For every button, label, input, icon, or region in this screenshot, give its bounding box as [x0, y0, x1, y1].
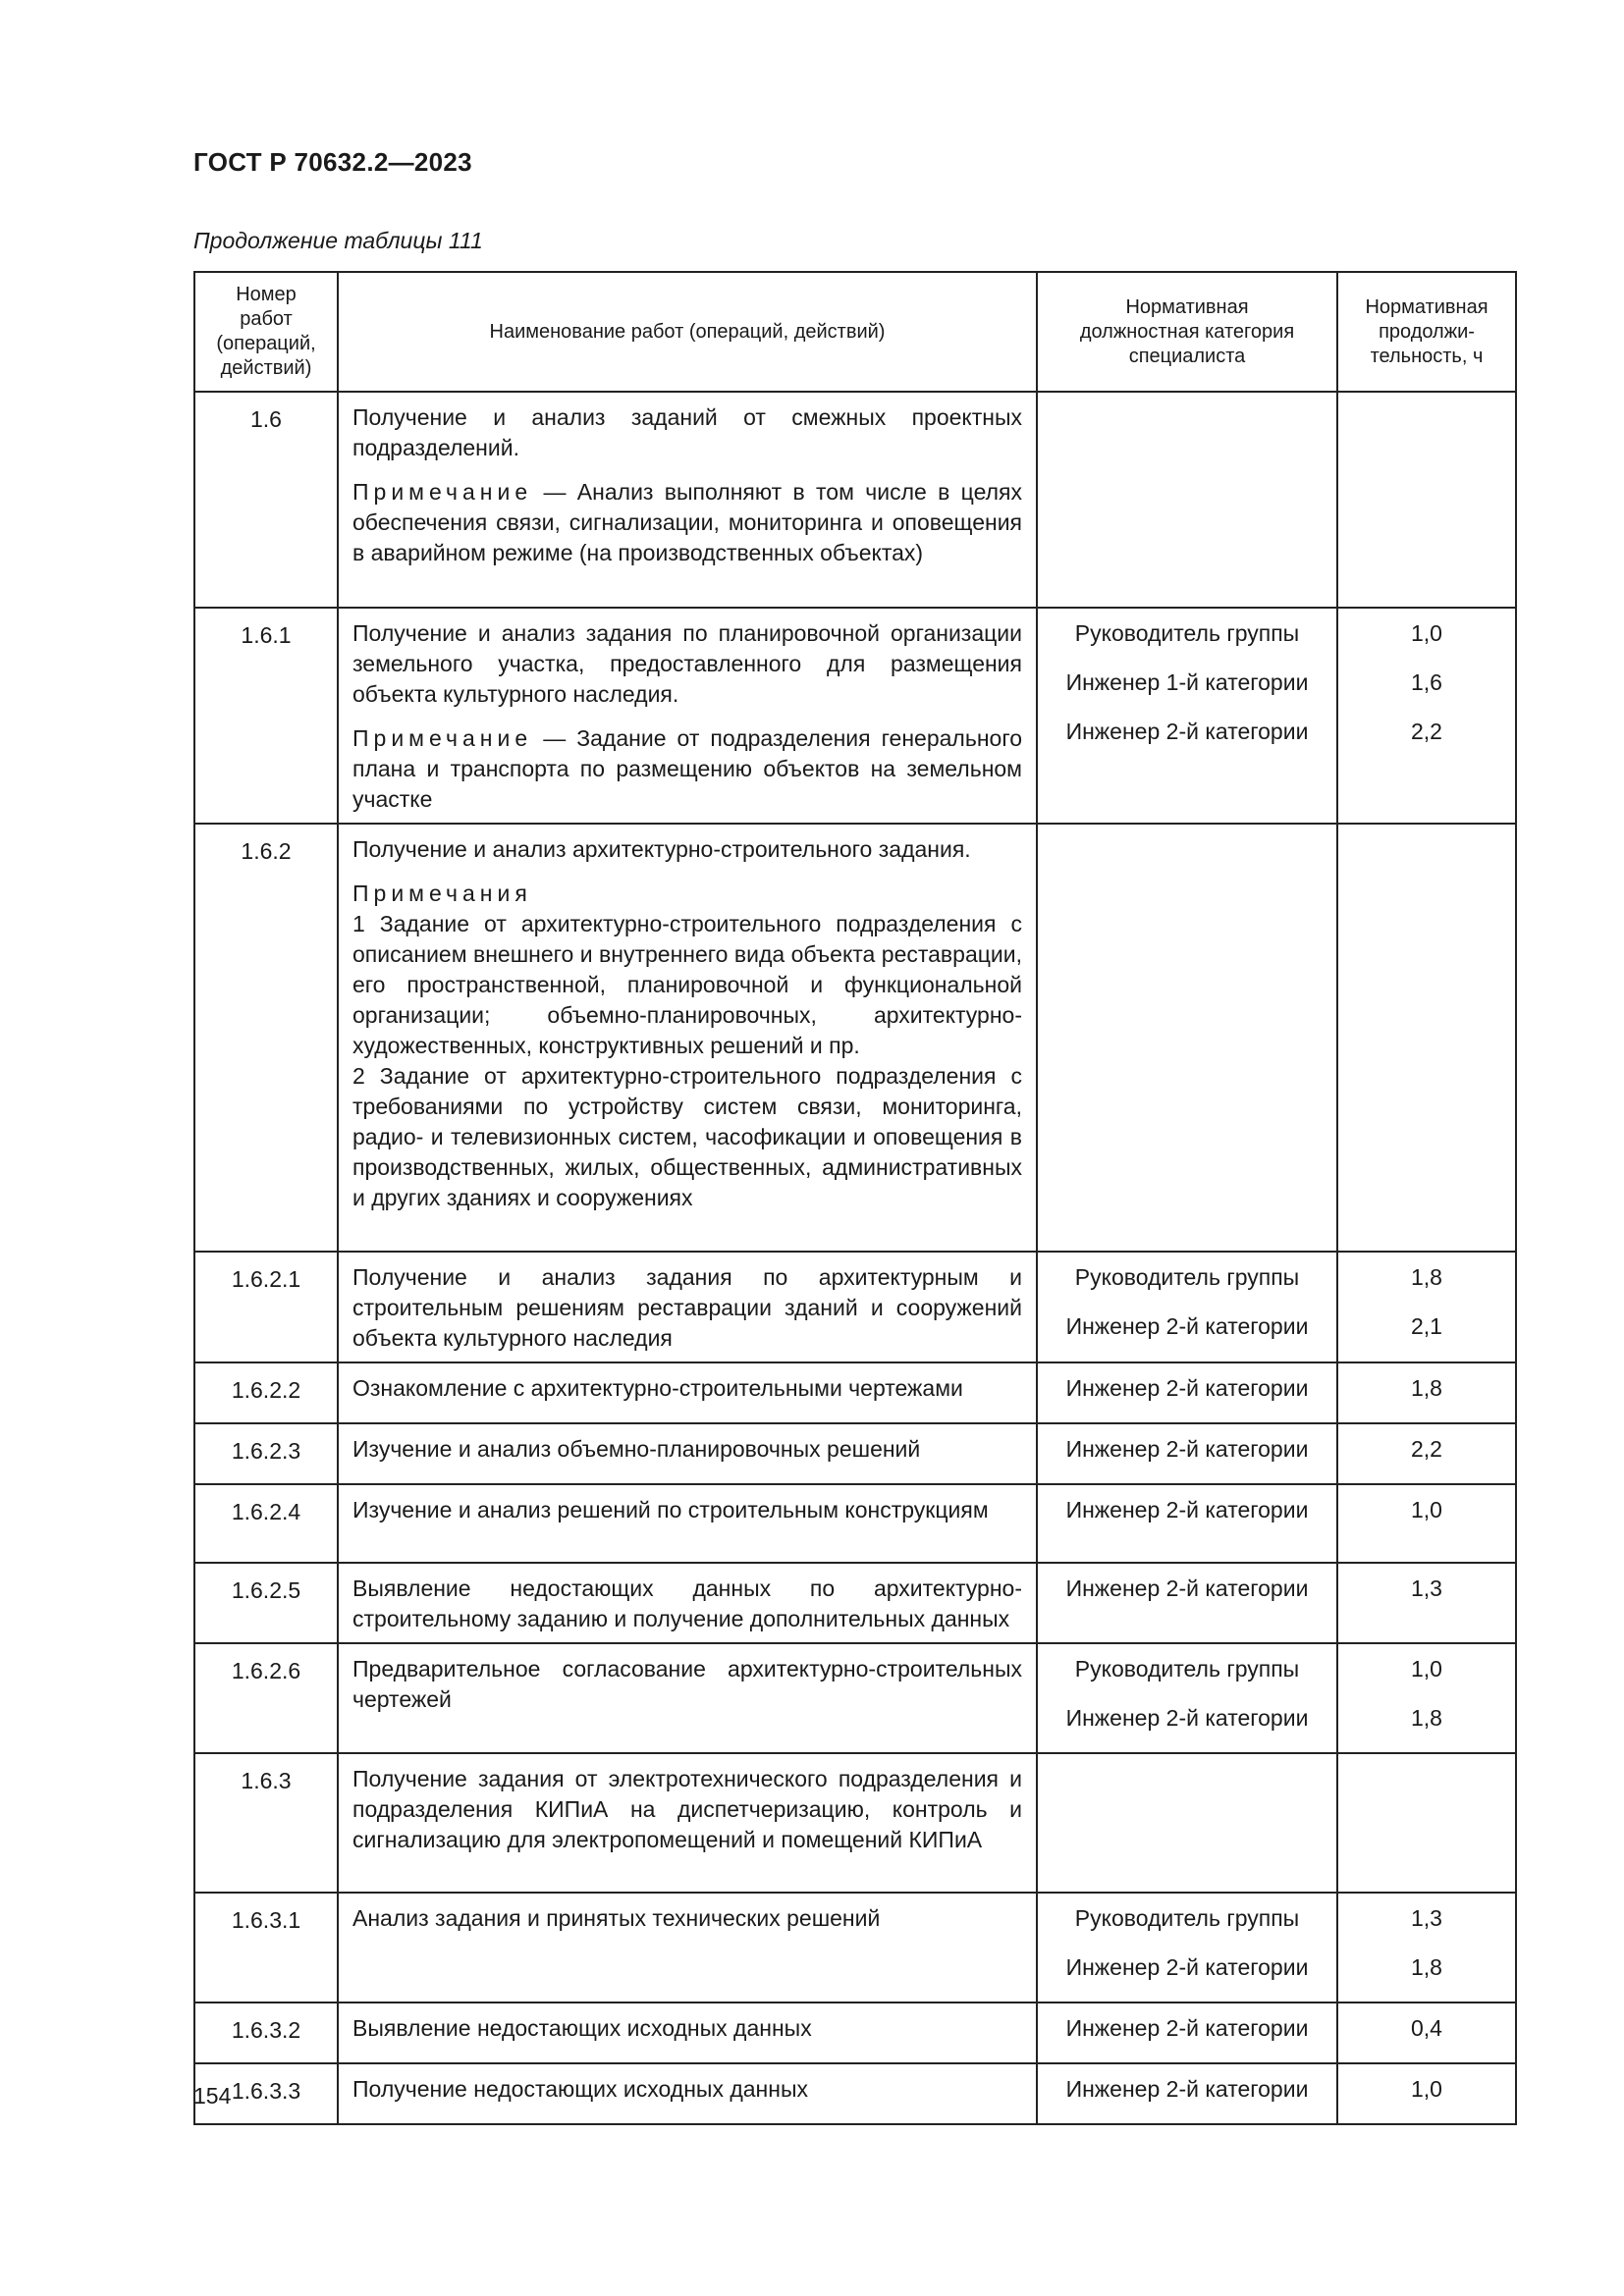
row-category — [1037, 1563, 1337, 1643]
table-row — [194, 1484, 1516, 1563]
duration-value: 1,3 — [1411, 1905, 1442, 1931]
category-value: Инженер 2-й категории — [1065, 2076, 1309, 2102]
work-name-text: Выявление недостающих данных по архитектурно-строительному заданию и получение дополнительных данных — [352, 1575, 1022, 1631]
note-text: 1 Задание от архитектурно-строительного подразделения с описанием внешнего и внутреннего вида объекта реставрации, его пространственной, планировочной и функциональной организации; объемно-планировочных, архитектурно-художественных, конструктивных решений и пр. 2 Задание от архитектурно-строительного подразделения с требованиями по устройству систем связи, мониторинга, радио- и телевизионных систем, часофикации и оповещения в производственных, жилых, общественных, административных и других зданиях и сооружениях — [352, 911, 1022, 1210]
table-row — [194, 824, 1516, 1252]
duration-value: 1,6 — [1411, 669, 1442, 695]
row-work-name — [338, 1423, 1037, 1484]
row-duration — [1337, 1423, 1516, 1484]
category-value: Инженер 2-й категории — [1065, 1705, 1309, 1731]
work-note — [352, 879, 1022, 1213]
row-work-name — [338, 1362, 1037, 1423]
row-duration — [1337, 1563, 1516, 1643]
row-number: 1.6.3.3 — [194, 2063, 338, 2124]
table-row — [194, 1563, 1516, 1643]
row-duration — [1337, 1893, 1516, 2002]
row-category — [1037, 1423, 1337, 1484]
row-duration — [1337, 2063, 1516, 2124]
row-work-name — [338, 1563, 1037, 1643]
work-note — [352, 477, 1022, 568]
duration-value: 1,8 — [1411, 1375, 1442, 1401]
row-number: 1.6.2 — [194, 824, 338, 1252]
row-work-name — [338, 1484, 1037, 1563]
row-duration — [1337, 824, 1516, 1252]
row-number: 1.6.3.2 — [194, 2002, 338, 2063]
norms-table — [193, 271, 1517, 2125]
duration-value: 1,8 — [1411, 1954, 1442, 1980]
work-name-text: Получение и анализ задания по архитектурным и строительным решениям реставрации зданий и сооружений объекта культурного наследия — [352, 1264, 1022, 1351]
row-work-name — [338, 1643, 1037, 1753]
row-duration — [1337, 2002, 1516, 2063]
column-header-name: Наименование работ (операций, действий) — [338, 272, 1037, 392]
work-name-text: Ознакомление с архитектурно-строительными чертежами — [352, 1375, 963, 1401]
row-category — [1037, 608, 1337, 824]
row-category — [1037, 2063, 1337, 2124]
table-row — [194, 1893, 1516, 2002]
row-duration — [1337, 1753, 1516, 1893]
category-value: Инженер 1-й категории — [1065, 669, 1309, 695]
row-number: 1.6.2.4 — [194, 1484, 338, 1563]
table-row — [194, 608, 1516, 824]
category-value: Инженер 2-й категории — [1065, 1436, 1309, 1462]
row-number: 1.6.3 — [194, 1753, 338, 1893]
row-work-name — [338, 1753, 1037, 1893]
table-row — [194, 1423, 1516, 1484]
row-category — [1037, 1893, 1337, 2002]
row-category — [1037, 1643, 1337, 1753]
category-value: Инженер 2-й категории — [1065, 2015, 1309, 2041]
duration-value: 1,0 — [1411, 2076, 1442, 2102]
document-code: ГОСТ Р 70632.2—2023 — [193, 147, 472, 177]
duration-value: 1,0 — [1411, 1656, 1442, 1682]
work-note — [352, 723, 1022, 815]
row-category — [1037, 2002, 1337, 2063]
row-duration — [1337, 1362, 1516, 1423]
category-value: Инженер 2-й категории — [1065, 1954, 1309, 1980]
work-name-text: Анализ задания и принятых технических решений — [352, 1905, 881, 1931]
row-number: 1.6 — [194, 392, 338, 608]
row-number: 1.6.2.1 — [194, 1252, 338, 1362]
duration-value: 1,8 — [1411, 1264, 1442, 1290]
row-category — [1037, 824, 1337, 1252]
work-name-text: Получение и анализ задания по планировочной организации земельного участка, предоставленного для размещения объекта культурного наследия. — [352, 620, 1022, 707]
duration-value: 2,2 — [1411, 719, 1442, 744]
row-number: 1.6.3.1 — [194, 1893, 338, 2002]
category-value: Инженер 2-й категории — [1065, 1313, 1309, 1339]
table-row — [194, 392, 1516, 608]
note-label: Примечания — [352, 881, 532, 906]
row-duration — [1337, 1252, 1516, 1362]
row-number: 1.6.2.6 — [194, 1643, 338, 1753]
row-category — [1037, 1753, 1337, 1893]
category-value: Руководитель группы — [1074, 1656, 1300, 1682]
category-value: Инженер 2-й категории — [1065, 1497, 1309, 1522]
row-duration — [1337, 1643, 1516, 1753]
note-label: Примечание — [352, 725, 533, 751]
column-header-category: Нормативная должностная категория специалиста — [1037, 272, 1337, 392]
duration-value: 1,0 — [1411, 1497, 1442, 1522]
work-name-text: Выявление недостающих исходных данных — [352, 2015, 812, 2041]
category-value: Руководитель группы — [1074, 1905, 1300, 1931]
duration-value: 1,8 — [1411, 1705, 1442, 1731]
table-row — [194, 1362, 1516, 1423]
category-value: Руководитель группы — [1074, 1264, 1300, 1290]
row-number: 1.6.2.3 — [194, 1423, 338, 1484]
duration-value: 2,2 — [1411, 1436, 1442, 1462]
work-name-text: Получение недостающих исходных данных — [352, 2076, 808, 2102]
table-row — [194, 1252, 1516, 1362]
row-work-name — [338, 2002, 1037, 2063]
row-work-name — [338, 1252, 1037, 1362]
column-header-number: Номер работ (операций, действий) — [194, 272, 338, 392]
category-value: Руководитель группы — [1074, 620, 1300, 646]
category-value: Инженер 2-й категории — [1065, 1575, 1309, 1601]
work-name-text: Получение и анализ архитектурно-строительного задания. — [352, 836, 971, 862]
category-value: Инженер 2-й категории — [1065, 719, 1309, 744]
page-number: 154 — [193, 2083, 232, 2109]
note-text: — Анализ выполняют в том числе в целях обеспечения связи, сигнализации, мониторинга и оповещения в аварийном режиме (на производственных объектах) — [352, 479, 1022, 565]
column-header-duration: Нормативная продолжи- тельность, ч — [1337, 272, 1516, 392]
table-row — [194, 1643, 1516, 1753]
table-row — [194, 1753, 1516, 1893]
row-duration — [1337, 1484, 1516, 1563]
table-row — [194, 2063, 1516, 2124]
row-duration — [1337, 392, 1516, 608]
note-text: — Задание от подразделения генерального плана и транспорта по размещению объектов на земельном участке — [352, 725, 1022, 812]
row-category — [1037, 1484, 1337, 1563]
work-name-text: Получение задания от электротехнического подразделения и подразделения КИПиА на диспетчеризацию, контроль и сигнализацию для электропомещений и помещений КИПиА — [352, 1766, 1022, 1852]
duration-value: 2,1 — [1411, 1313, 1442, 1339]
table-header-row — [194, 272, 1516, 392]
table-row — [194, 2002, 1516, 2063]
work-name-text: Изучение и анализ объемно-планировочных решений — [352, 1436, 921, 1462]
work-name-text: Изучение и анализ решений по строительным конструкциям — [352, 1497, 989, 1522]
duration-value: 1,3 — [1411, 1575, 1442, 1601]
row-work-name — [338, 2063, 1037, 2124]
work-name-text: Предварительное согласование архитектурно-строительных чертежей — [352, 1656, 1022, 1712]
row-category — [1037, 392, 1337, 608]
row-number: 1.6.1 — [194, 608, 338, 824]
row-work-name — [338, 392, 1037, 608]
note-label: Примечание — [352, 479, 533, 505]
row-number: 1.6.2.5 — [194, 1563, 338, 1643]
table-continuation-caption: Продолжение таблицы 111 — [193, 228, 483, 253]
row-duration — [1337, 608, 1516, 824]
work-name-text: Получение и анализ заданий от смежных проектных подразделений. — [352, 404, 1022, 460]
duration-value: 0,4 — [1411, 2015, 1442, 2041]
category-value: Инженер 2-й категории — [1065, 1375, 1309, 1401]
row-category — [1037, 1362, 1337, 1423]
duration-value: 1,0 — [1411, 620, 1442, 646]
row-category — [1037, 1252, 1337, 1362]
row-number: 1.6.2.2 — [194, 1362, 338, 1423]
row-work-name — [338, 824, 1037, 1252]
row-work-name — [338, 1893, 1037, 2002]
row-work-name — [338, 608, 1037, 824]
